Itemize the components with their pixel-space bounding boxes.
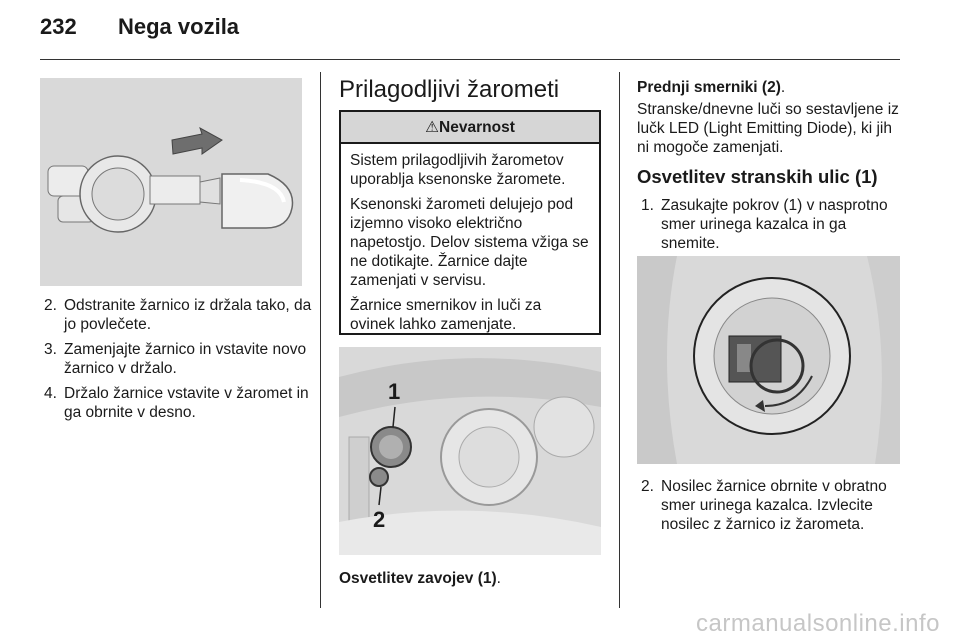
cover-steps [637, 196, 905, 259]
page-number: 232 [40, 14, 77, 39]
warning-icon: ⚠ [425, 119, 440, 136]
column-divider [619, 72, 620, 608]
danger-paragraph: Žarnice smernikov in luči za ovinek lahko zamenjate. [350, 297, 542, 333]
bulb-holder-illustration [40, 78, 302, 286]
danger-box [339, 110, 601, 335]
figure-caption: Osvetlitev zavojev (1). [339, 570, 501, 587]
holder-steps [637, 477, 905, 540]
danger-box-body [341, 144, 599, 346]
turn-signal-heading: Prednji smerniki (2). [637, 79, 786, 96]
headlamp-illustration [339, 347, 601, 555]
page-title: Nega vozila [118, 14, 240, 39]
danger-paragraph: Sistem prilagodljivih žarometov uporablja ksenonske žarometе. [350, 152, 566, 188]
figure-callout-2: 2 [373, 507, 386, 532]
led-paragraph: Stranske/dnevne luči so sestavljene iz lučk LED (Light Emitting Diode), ki jih ni mogoče zamenjati. [637, 101, 899, 156]
section-heading: Prilagodljivi žarometi [339, 76, 560, 103]
column-divider [320, 72, 321, 608]
danger-box-title: Nevarnost [439, 119, 515, 136]
header-rule [40, 59, 900, 60]
figure-callout-1: 1 [388, 379, 401, 404]
watermark: carmanualsonline.info [696, 610, 940, 637]
danger-paragraph: Ksenonski žarometi delujejo pod izjemno visoko električno napetostjo. Delov sistema vžiga se ne dotikajte. Žarnice dajte zamenjati v servisu. [350, 196, 589, 289]
list-item: 4. Držalo žarnice vstavite v žaromet in ga obrnite v desno. [44, 385, 309, 421]
list-item: 3. Zamenjajte žarnico in vstavite novo žarnico v držalo. [44, 341, 307, 377]
list-item: 1. Zasukajte pokrov (1) v nasprotno smer urinega kazalca in ga snemite. [641, 197, 888, 252]
removal-steps [40, 296, 312, 428]
list-item: 2. Odstranite žarnico iz držala tako, da jo povlečete. [44, 297, 312, 333]
list-item: 2. Nosilec žarnice obrnite v obratno smer urinega kazalca. Izvlecite nosilec z žarnico iz žarometa. [641, 478, 887, 533]
bulb-holder-closeup-illustration [637, 256, 900, 464]
danger-box-header [341, 112, 599, 144]
subsection-heading: Osvetlitev stranskih ulic (1) [637, 166, 878, 187]
